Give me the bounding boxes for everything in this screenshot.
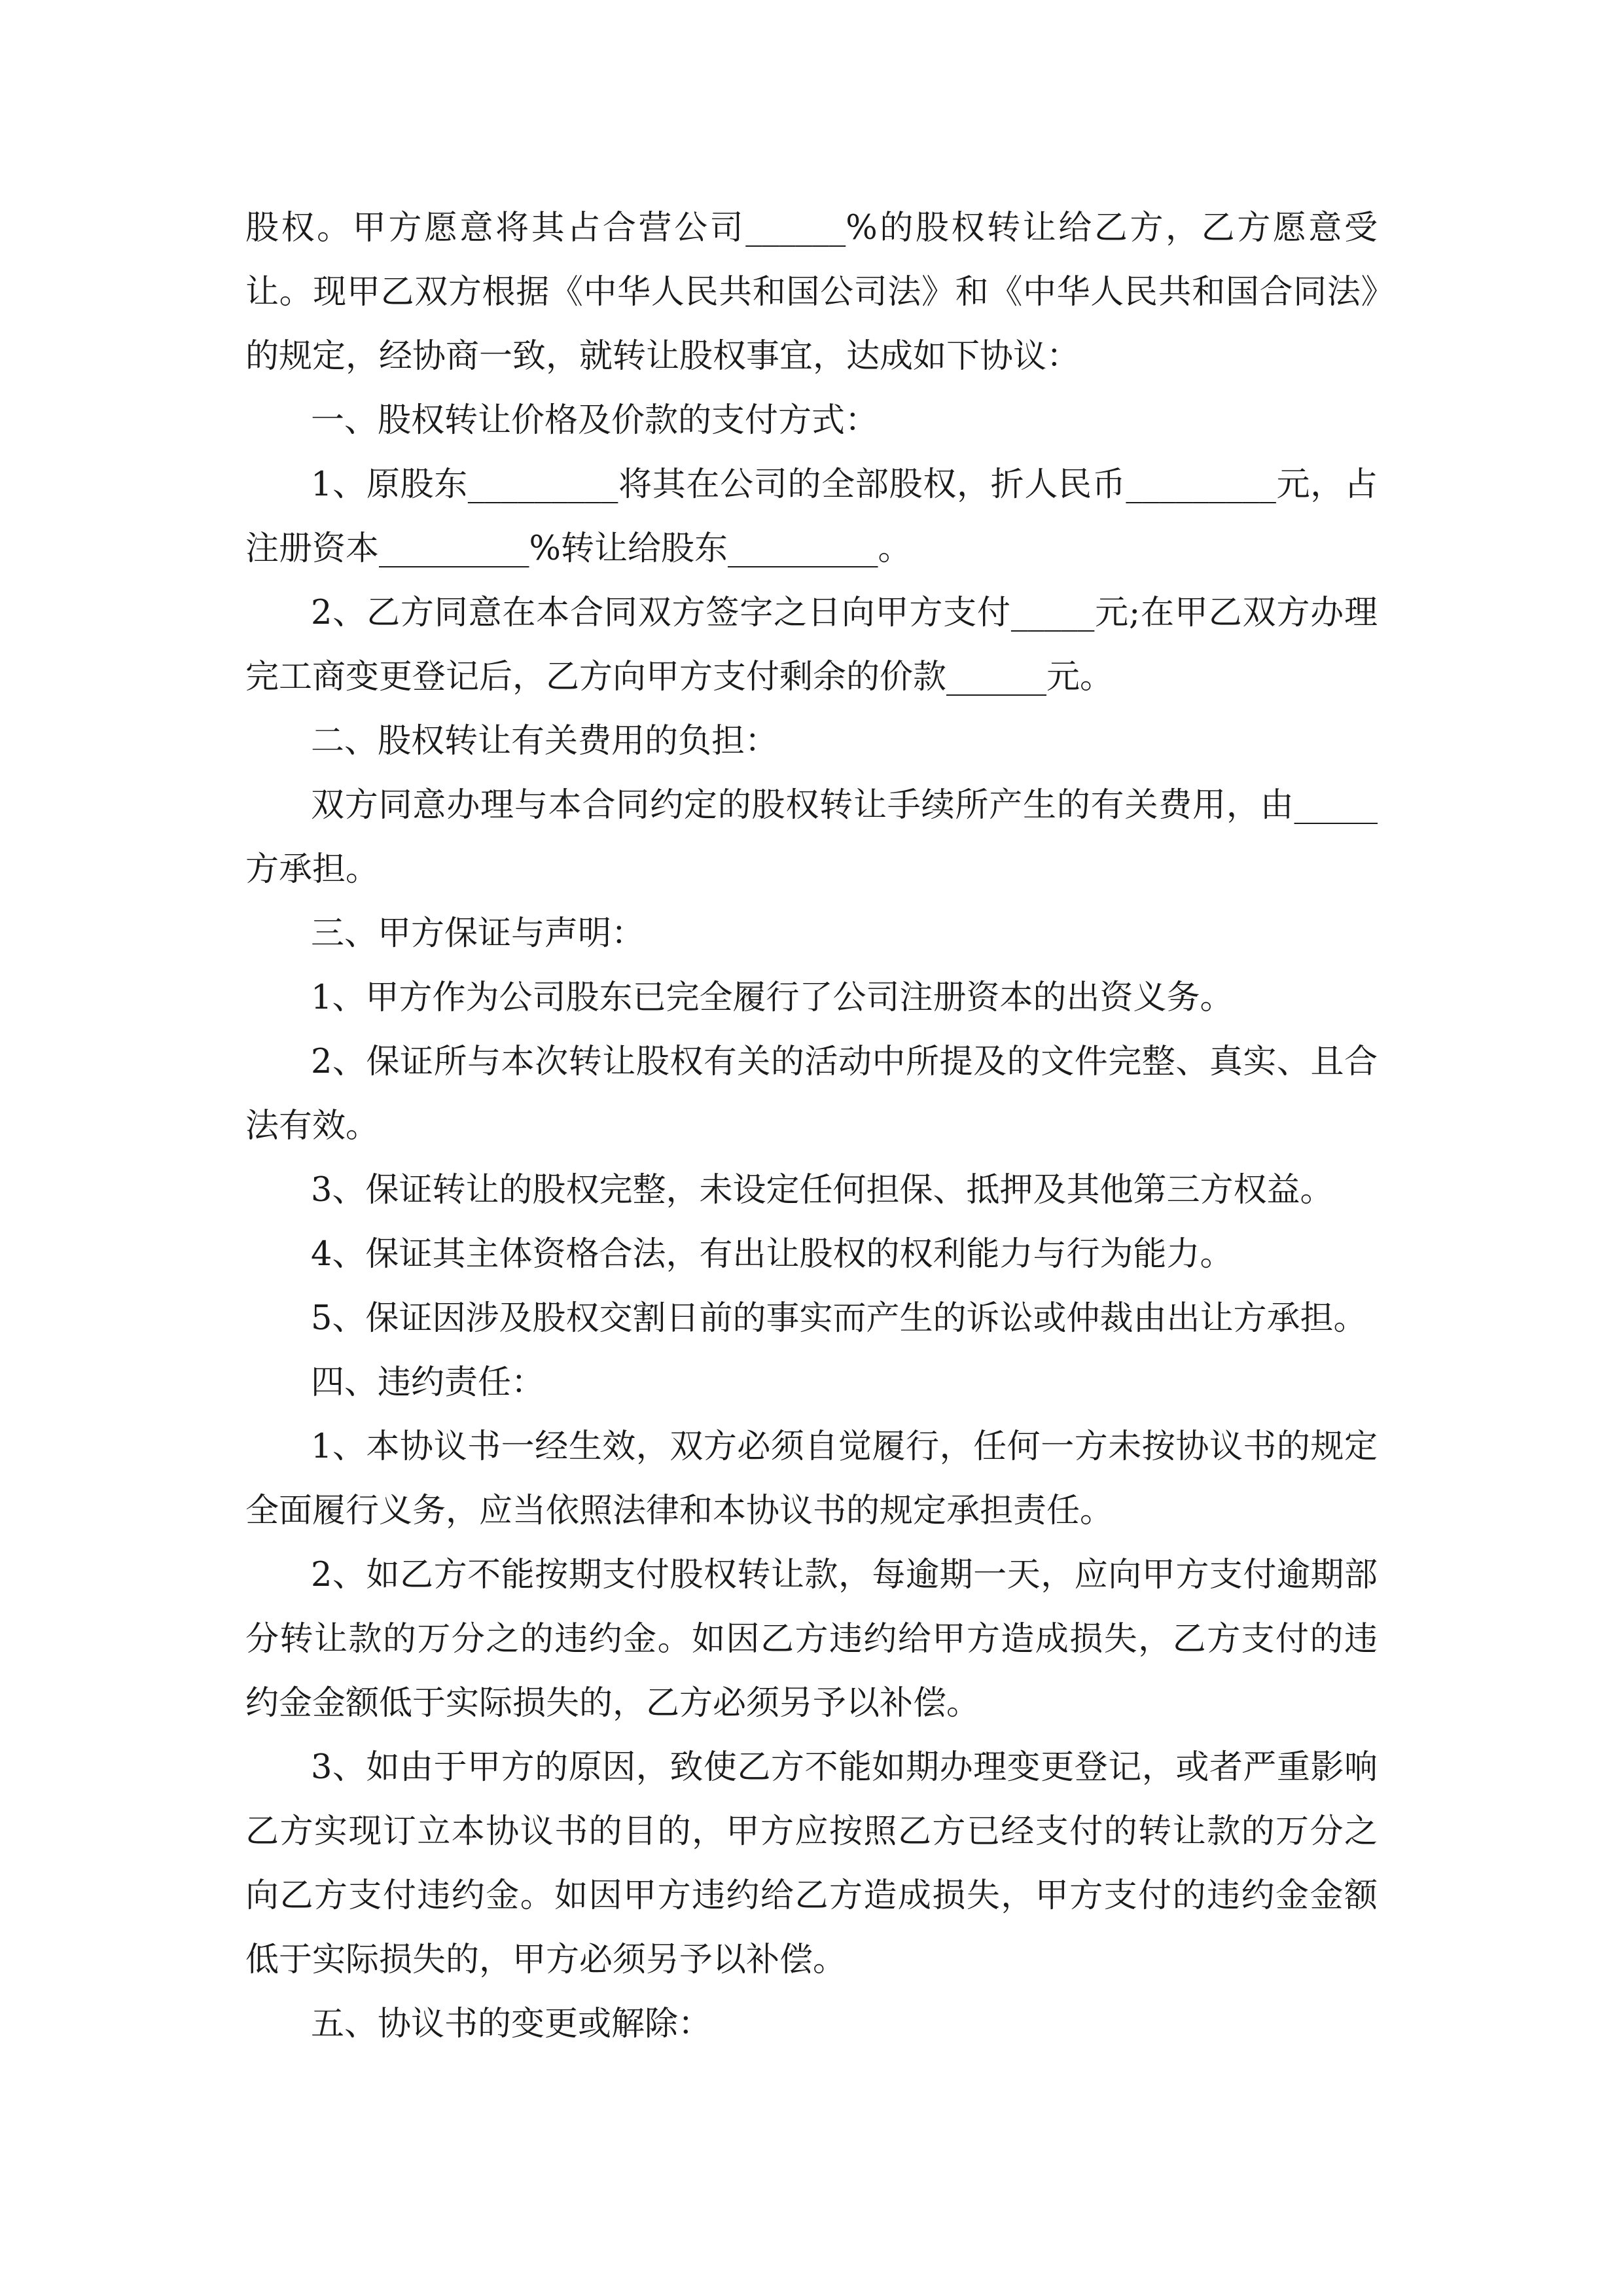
clause-2: 双方同意办理与本合同约定的股权转让手续所产生的有关费用，由_____方承担。 — [245, 786, 1378, 889]
clause-1-1: 1、原股东_________将其在公司的全部股权，折人民币_________元，占注册资本_________%转让给股东_________。 — [245, 465, 1378, 568]
clause-4-3: 3、如由于甲方的原因，致使乙方不能如期办理变更登记，或者严重影响乙方实现订立本协议书的目的，甲方应按照乙方已经支付的转让款的万分之向乙方支付违约金。如因甲方违约给乙方造成损失，甲方支付的违约金金额低于实际损失的，甲方必须另予以补偿。 — [245, 1748, 1378, 1979]
document-body — [245, 196, 1378, 2056]
clause-3-3: 3、保证转让的股权完整，未设定任何担保、抵押及其他第三方权益。 — [311, 1171, 1334, 1210]
section-heading-3: 三、甲方保证与声明： — [311, 914, 645, 953]
section-heading-2: 二、股权转让有关费用的负担： — [311, 722, 779, 761]
clause-3-2: 2、保证所与本次转让股权有关的活动中所提及的文件完整、真实、且合法有效。 — [245, 1043, 1378, 1145]
clause-3-1: 1、甲方作为公司股东已完全履行了公司注册资本的出资义务。 — [311, 978, 1234, 1017]
paragraph-intro: 股权。甲方愿意将其占合营公司______%的股权转让给乙方，乙方愿意受让。现甲乙双方根据《中华人民共和国公司法》和《中华人民共和国合同法》的规定，经协商一致，就转让股权事宜，达成如下协议： — [245, 209, 1378, 376]
section-heading-5: 五、协议书的变更或解除： — [311, 2005, 712, 2043]
section-heading-1: 一、股权转让价格及价款的支付方式： — [311, 401, 879, 440]
clause-4-1: 1、本协议书一经生效，双方必须自觉履行，任何一方未按协议书的规定全面履行义务，应当依照法律和本协议书的规定承担责任。 — [245, 1427, 1378, 1530]
clause-1-2: 2、乙方同意在本合同双方签字之日向甲方支付_____元;在甲乙双方办理完工商变更登记后，乙方向甲方支付剩余的价款______元。 — [245, 594, 1378, 696]
clause-3-5: 5、保证因涉及股权交割日前的事实而产生的诉讼或仲裁由出让方承担。 — [311, 1299, 1367, 1338]
section-heading-4: 四、违约责任： — [311, 1363, 545, 1402]
clause-3-4: 4、保证其主体资格合法，有出让股权的权利能力与行为能力。 — [311, 1235, 1234, 1274]
clause-4-2: 2、如乙方不能按期支付股权转让款，每逾期一天，应向甲方支付逾期部分转让款的万分之的违约金。如因乙方违约给甲方造成损失，乙方支付的违约金金额低于实际损失的，乙方必须另予以补偿。 — [245, 1556, 1378, 1723]
